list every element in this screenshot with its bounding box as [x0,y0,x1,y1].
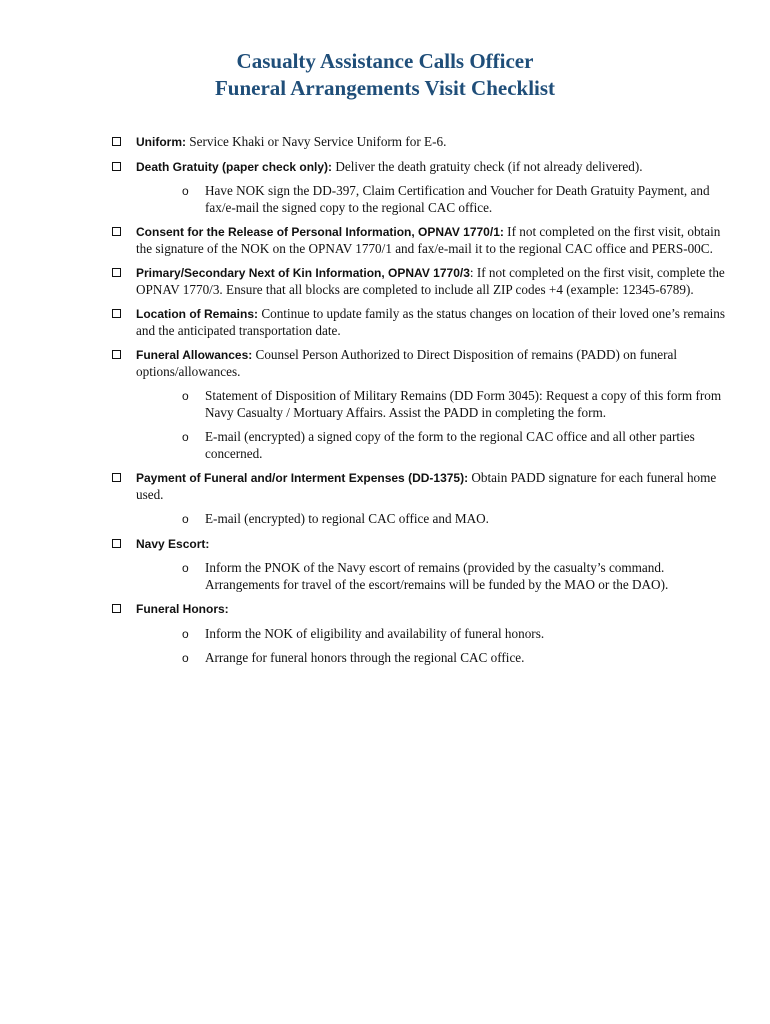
sub-item [136,183,727,216]
item-text: Continue to update family as the status changes on location of their loved one’s remains and the anticipated transportation date. [136,306,725,338]
item-label: Uniform: [136,135,186,149]
checklist-item-funeral-allowances [112,347,727,462]
bullet-icon: o [182,626,189,641]
item-label: Navy Escort: [136,536,210,551]
checklist-item-consent-release [112,224,727,257]
page-title [0,48,770,102]
item-label: Location of Remains: [136,307,259,321]
title-line-2: Funeral Arrangements Visit Checklist [214,76,556,100]
checkbox-icon[interactable] [112,604,121,613]
sub-item [136,560,727,593]
item-text: If not completed on the first visit, obtain the signature of the NOK on the OPNAV 1770/1 and fax/e-mail it to the regional CAC office and PERS-00C. [136,224,721,256]
sub-item [136,388,727,421]
item-label: Funeral Allowances: [136,348,253,362]
bullet-icon: o [182,389,189,403]
item-text: : If not completed on the first visit, complete the OPNAV 1770/3. Ensure that all blocks are completed to include all ZIP codes +4 (example: 12345-6789). [136,265,725,297]
checkbox-icon[interactable] [112,309,121,318]
checklist-item-navy-escort [112,536,727,594]
sub-item [136,650,727,667]
sub-item-text: E-mail (encrypted) to regional CAC office and MAO. [205,511,489,526]
item-label: Primary/Secondary Next of Kin Information, OPNAV 1770/3 [136,266,470,280]
bullet-icon: o [182,430,189,444]
checkbox-icon[interactable] [112,473,121,482]
checkbox-icon[interactable] [112,162,121,171]
sub-item [136,511,727,528]
checkbox-icon[interactable] [112,137,121,146]
checklist-item-funeral-honors [112,601,727,667]
sub-item-text: Inform the NOK of eligibility and availability of funeral honors. [205,625,545,641]
item-label: Consent for the Release of Personal Information, OPNAV 1770/1: [136,225,504,239]
checkbox-icon[interactable] [112,268,121,277]
item-text: Obtain PADD signature for each funeral home used. [136,470,717,502]
checklist-item-uniform [112,134,727,151]
sub-item-text: Inform the PNOK of the Navy escort of remains (provided by the casualty’s command. Arrangements for travel of the escort/remains will be funded by the MAO or the DAO). [205,560,669,592]
item-label: Funeral Honors: [136,602,229,616]
checklist-item-payment-expenses [112,470,727,528]
checklist-item-death-gratuity [112,159,727,217]
item-text: Counsel Person Authorized to Direct Disposition of remains (PADD) on funeral options/allowances. [136,347,677,379]
bullet-icon: o [182,512,189,526]
checkbox-icon[interactable] [112,227,121,236]
checklist [112,134,727,675]
bullet-icon: o [182,184,189,198]
bullet-icon: o [182,561,189,575]
checklist-item-nok-information [112,265,727,298]
item-label: Death Gratuity (paper check only): [136,159,333,174]
item-text: Service Khaki or Navy Service Uniform for E-6. [186,134,447,149]
sub-item [136,626,727,643]
sub-item-text: Statement of Disposition of Military Remains (DD Form 3045): Request a copy of this form from Navy Casualty / Mortuary Affairs. Assist the PADD in completing the form. [205,388,722,420]
sub-item-text: Arrange for funeral honors through the regional CAC office. [205,650,525,665]
title-line-1: Casualty Assistance Calls Officer [236,49,534,73]
item-label: Payment of Funeral and/or Interment Expenses (DD-1375): [136,471,469,485]
sub-item-text: Have NOK sign the DD-397, Claim Certification and Voucher for Death Gratuity Payment, and fax/e-mail the signed copy to the regional CAC office. [205,183,710,215]
bullet-icon: o [182,651,189,665]
sub-item-text: E-mail (encrypted) a signed copy of the form to the regional CAC office and all other parties concerned. [205,429,695,461]
checkbox-icon[interactable] [112,539,121,548]
checkbox-icon[interactable] [112,350,121,359]
sub-item [136,429,727,462]
item-text: Deliver the death gratuity check (if not already delivered). [332,158,643,174]
checklist-item-location-of-remains [112,306,727,339]
